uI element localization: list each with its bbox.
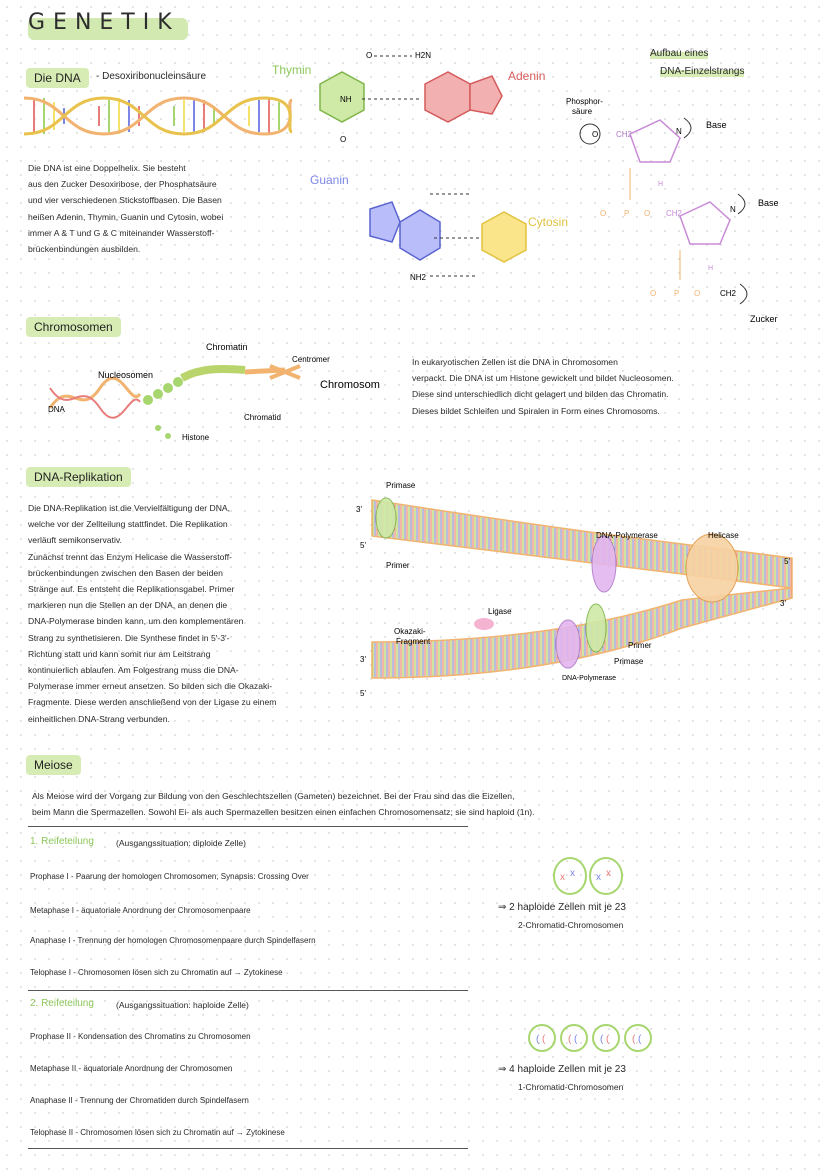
phase-row: [30, 968, 283, 977]
phase-name: Anaphase I: [30, 936, 71, 945]
end-label: 3': [356, 505, 362, 514]
replikation-para-line: verläuft semikonservativ.: [28, 535, 122, 546]
phase-desc: - Chromosomen lösen sich zu Chromatin auf → Zytokinese: [75, 1128, 285, 1137]
phase-desc: - Kondensation des Chromatins zu Chromosomen: [73, 1032, 251, 1041]
phase-desc: - Trennung der homologen Chromosomenpaare durch Spindelfasern: [72, 936, 316, 945]
chromosome-illustration: [30, 338, 410, 448]
adenin-ring: [425, 72, 470, 122]
chromosomen-paragraph: [412, 354, 812, 419]
phase-desc: - Paarung der homologen Chromosomen, Synapsis: Crossing Over: [70, 872, 309, 881]
dna-para-line: und vier verschiedenen Stickstoffbasen. Die Basen: [28, 195, 222, 206]
atom-label: O: [644, 209, 651, 218]
primase-shape: [376, 498, 396, 538]
replikation-para-line: welche vor der Zellteilung stattfindet. Die Replikation: [28, 519, 228, 530]
svg-text:(: (: [568, 1034, 572, 1045]
result-text: 4 haploide Zellen mit je 23: [509, 1064, 626, 1075]
phase-row: [30, 936, 316, 945]
okazaki-label: Okazaki-: [394, 627, 426, 636]
svg-text:(: (: [606, 1034, 610, 1045]
dna-para-line: Die DNA ist eine Doppelhelix. Sie besteht: [28, 163, 186, 173]
end-label: 5': [360, 689, 366, 698]
atom-label: N: [730, 205, 736, 214]
diploid-cells-icon: [550, 854, 630, 898]
svg-text:(: (: [600, 1034, 604, 1045]
divider: [28, 990, 468, 991]
atom-label: O: [694, 289, 701, 298]
atom-label: O: [600, 209, 607, 218]
atom-label: O: [650, 289, 657, 298]
phase-name: Metaphase II: [30, 1064, 77, 1073]
svg-text:x: x: [570, 868, 575, 879]
centromer-label: Centromer: [292, 355, 330, 364]
chromosom-label: Chromosom: [320, 379, 380, 391]
single-strand-diagram: [560, 90, 820, 330]
chromosomen-para-line: Diese sind unterschiedlich dicht gelagert und bilden das Chromatin.: [412, 389, 669, 400]
cytosin-label: Cytosin: [528, 215, 569, 229]
divider: [28, 1148, 468, 1149]
result-arrow: ⇒: [498, 1064, 507, 1075]
chromosomen-para-line: verpackt. Die DNA ist um Histone gewickelt und bildet Nucleosomen.: [412, 373, 674, 384]
zucker-label: Zucker: [750, 314, 778, 324]
phosphor-label: säure: [572, 107, 593, 116]
haploid-cells-icon: [526, 1020, 666, 1056]
atom-label: N: [676, 127, 682, 136]
result2-line2: 1-Chromatid-Chromosomen: [518, 1082, 624, 1092]
end-label: 5': [360, 541, 366, 550]
end-label: 3': [780, 599, 786, 608]
page-title: GENETIK: [28, 10, 180, 35]
base-pair-structures: [270, 44, 570, 294]
svg-text:(: (: [542, 1034, 546, 1045]
phase-desc: - Trennung der Chromatiden durch Spindelfasern: [74, 1096, 249, 1105]
replikation-paragraph: [28, 500, 348, 727]
replikation-para-line: Strang zu synthetisieren. Die Synthese findet in 5'-3'-: [28, 632, 230, 643]
result-text: 2 haploide Zellen mit je 23: [509, 902, 626, 913]
replikation-para-line: markieren nun die Stellen an der DNA, an denen die: [28, 600, 228, 611]
svg-text:(: (: [536, 1034, 540, 1045]
end-label: 3': [360, 655, 366, 664]
replikation-para-line: Die DNA-Replikation ist die Vervielfältigung der DNA,: [28, 503, 231, 513]
result1-line1: [498, 902, 626, 913]
phase-desc: - Chromosomen lösen sich zu Chromatin auf → Zytokinese: [73, 968, 283, 977]
dna-para-line: aus den Zucker Desoxiribose, der Phosphatsäure: [28, 179, 217, 190]
dna-polymerase-label-2: DNA-Polymerase: [562, 675, 617, 682]
meiose-intro-line: beim Mann die Spermazellen. Sowohl Ei- als auch Spermazellen besitzen einen einfachen Chromosomensatz; sie sind haploid (1n).: [32, 807, 535, 818]
dna-para-line: heißen Adenin, Thymin, Guanin und Cytosin, wobei: [28, 211, 224, 222]
svg-text:(: (: [632, 1034, 636, 1045]
chromatid-label: Chromatid: [244, 413, 281, 422]
phase-row: [30, 1032, 251, 1041]
adenin-label: Adenin: [508, 69, 546, 83]
atom-label: NH2: [410, 273, 427, 282]
primer-label-2: Primer: [628, 641, 652, 650]
meiose-intro: [32, 788, 812, 820]
chromosomen-heading: Chromosomen: [26, 317, 121, 337]
okazaki-label: Fragment: [396, 637, 431, 646]
dna-para-line: immer A & T und G & C miteinander Wasserstoff-: [28, 227, 215, 238]
replikation-para-line: einheitlichen DNA-Strang verbunden.: [28, 713, 170, 724]
result1-line2: 2-Chromatid-Chromosomen: [518, 920, 624, 930]
replikation-para-line: Polymerase immer erneut ansetzen. So bilden sich die Okazaki-: [28, 681, 273, 692]
base-label: Base: [706, 120, 727, 130]
bottom-strand: [372, 588, 792, 678]
phase-row: [30, 1096, 249, 1105]
guanin-ring: [370, 202, 400, 242]
atom-label: H: [708, 265, 714, 272]
phase-row: [30, 906, 251, 915]
cytosin-ring: [482, 212, 526, 262]
replikation-para-line: kontinuierlich ablaufen. Am Folgestrang muss die DNA-: [28, 665, 239, 676]
replication-fork-diagram: [352, 478, 812, 708]
div1-title: 1. Reifeteilung: [30, 836, 94, 847]
result-arrow: ⇒: [498, 902, 507, 913]
phase-name: Telophase I: [30, 968, 71, 977]
phase-name: Anaphase II: [30, 1096, 73, 1105]
replikation-para-line: Stränge auf. Es entsteht die Replikationsgabel. Primer: [28, 584, 235, 595]
atom-label: P: [624, 209, 630, 218]
atom-label: H: [658, 181, 664, 188]
phase-name: Prophase II: [30, 1032, 71, 1041]
atom-label: O: [366, 51, 373, 60]
nucleosomen-label: Nucleosomen: [98, 370, 154, 380]
phase-desc: - äquatoriale Anordnung der Chromosomen: [78, 1064, 233, 1073]
phase-name: Metaphase I: [30, 906, 75, 915]
atom-label: O: [592, 130, 599, 139]
helicase-label: Helicase: [708, 531, 739, 540]
phase-desc: - äquatoriale Anordnung der Chromosomenpaare: [76, 906, 251, 915]
chromosomen-para-line: Dieses bildet Schleifen und Spiralen in Form eines Chromosoms.: [412, 405, 660, 416]
strand-title-2: DNA-Einzelstrangs: [660, 66, 745, 77]
phase-name: Prophase I: [30, 872, 69, 881]
phase-row: [30, 1128, 285, 1137]
atom-label: CH2: [720, 289, 737, 298]
phase-name: Telophase II: [30, 1128, 74, 1137]
phase-row: [30, 1064, 232, 1073]
strand-title-1: Aufbau eines: [650, 48, 709, 59]
atom-label: CH2: [666, 209, 683, 218]
atom-label: NH: [340, 95, 352, 104]
divider: [28, 826, 468, 827]
atom-label: CH2: [616, 130, 633, 139]
phosphor-label: Phosphor-: [566, 97, 603, 106]
atom-label: H2N: [415, 51, 432, 60]
dna-heading: Die DNA: [26, 68, 89, 88]
dna-label: DNA: [48, 405, 65, 414]
polymerase-shape: [592, 536, 616, 592]
primer-label: Primer: [386, 561, 410, 570]
div2-title: 2. Reifeteilung: [30, 998, 94, 1009]
svg-text:x: x: [560, 872, 565, 883]
dna-polymerase-label: DNA-Polymerase: [596, 531, 658, 540]
primase-label-2: Primase: [614, 657, 644, 666]
replikation-para-line: Fragmente. Diese werden anschließend von der Ligase zu einem: [28, 697, 277, 708]
base-label: Base: [758, 198, 779, 208]
replikation-para-line: Richtung statt und kann somit nur am Leitstrang: [28, 648, 211, 659]
phase-row: [30, 872, 309, 881]
dna-para-line: brückenbindungen ausbilden.: [28, 244, 141, 255]
guanin-label: Guanin: [310, 173, 349, 187]
double-helix-illustration: [24, 92, 294, 140]
atom-label: P: [674, 289, 680, 298]
dna-paragraph: [28, 160, 298, 257]
meiose-intro-line: Als Meiose wird der Vorgang zur Bildung von den Geschlechtszellen (Gameten) bezeichnet. Bei der Frau sind das die Eizellen,: [32, 791, 515, 801]
replikation-para-line: Zunächst trennt das Enzym Helicase die Wasserstoff-: [28, 551, 232, 562]
svg-text:x: x: [596, 872, 601, 883]
helicase-shape: [686, 534, 738, 602]
div2-note: (Ausgangssituation: haploide Zelle): [116, 1000, 249, 1010]
chromatin-label: Chromatin: [206, 342, 248, 352]
dna-subtitle: - Desoxiribonucleinsäure: [96, 71, 207, 82]
svg-text:(: (: [574, 1034, 578, 1045]
replikation-para-line: brückenbindungen zwischen den Basen der beiden: [28, 567, 223, 578]
sugar-ring: [630, 120, 680, 162]
primase-label: Primase: [386, 481, 416, 490]
div1-note: (Ausgangssituation: diploide Zelle): [116, 838, 246, 848]
thymin-label: Thymin: [272, 63, 312, 77]
svg-text:(: (: [638, 1034, 642, 1045]
ligase-label: Ligase: [488, 607, 512, 616]
atom-label: O: [340, 135, 347, 144]
histone-label: Histone: [182, 433, 210, 442]
chromosomen-para-line: In eukaryotischen Zellen ist die DNA in Chromosomen: [412, 357, 618, 367]
replikation-para-line: DNA-Polymerase binden kann, um den komplementären: [28, 616, 244, 627]
ligase-shape: [474, 618, 494, 630]
result2-line1: [498, 1064, 626, 1075]
meiose-heading: Meiose: [26, 755, 81, 775]
end-label: 5': [784, 557, 790, 566]
replikation-heading: DNA-Replikation: [26, 467, 131, 487]
svg-text:x: x: [606, 868, 611, 879]
